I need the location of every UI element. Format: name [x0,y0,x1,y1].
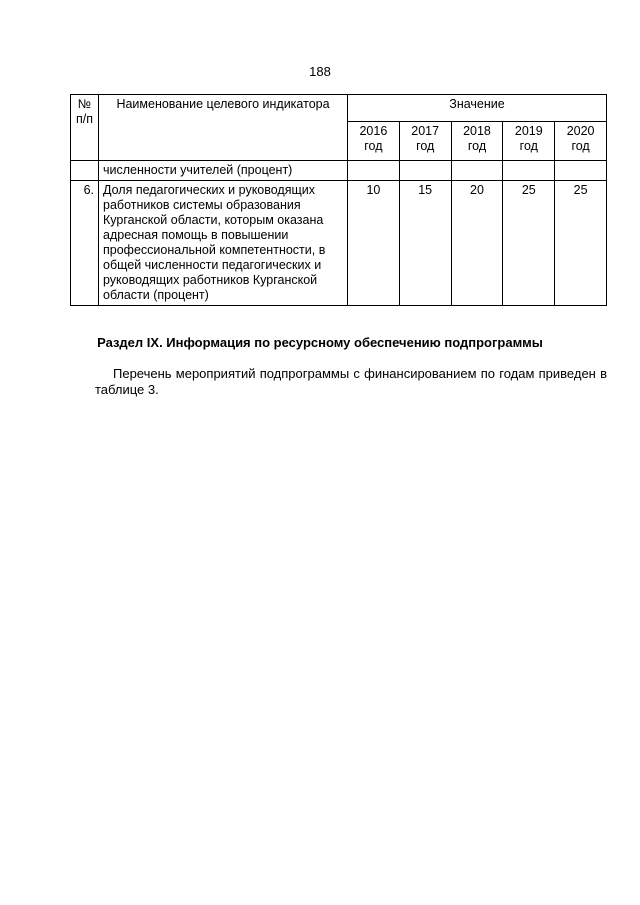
header-indicator-name: Наименование целевого индикатора [99,95,348,161]
cont-num-cell [71,161,99,181]
header-value: Значение [348,95,607,122]
row-value-2019: 25 [503,181,555,306]
header-year-2016: 2016 год [348,122,400,161]
table-header-row [71,95,607,122]
row-indicator-name: Доля педагогических и руководящих работников системы образования Курганской области, которым оказана адресная помощь в повышении профессиональной компетентности, в общей численности педагогических и руководящих работников Курганской области (процент) [99,181,348,306]
cont-value-cell [348,161,400,181]
cont-value-cell [451,161,503,181]
header-number: № п/п [71,95,99,161]
table-row-continuation [71,161,607,181]
header-year-2020: 2020 год [555,122,607,161]
paragraph-text: Перечень мероприятий подпрограммы с финансированием по годам приведен в таблице 3. [95,366,607,397]
body-paragraph [95,366,607,398]
section-title: Раздел IX. Информация по ресурсному обеспечению подпрограммы [97,335,543,350]
target-indicators-table [70,94,607,306]
row-value-2020: 25 [555,181,607,306]
table-row [71,181,607,306]
cont-value-cell [555,161,607,181]
row-number: 6. [71,181,99,306]
row-value-2016: 10 [348,181,400,306]
cont-name-cell: численности учителей (процент) [99,161,348,181]
cont-value-cell [503,161,555,181]
cont-value-cell [399,161,451,181]
row-value-2017: 15 [399,181,451,306]
header-year-2018: 2018 год [451,122,503,161]
row-value-2018: 20 [451,181,503,306]
header-year-2019: 2019 год [503,122,555,161]
page-number: 188 [309,64,331,79]
header-year-2017: 2017 год [399,122,451,161]
